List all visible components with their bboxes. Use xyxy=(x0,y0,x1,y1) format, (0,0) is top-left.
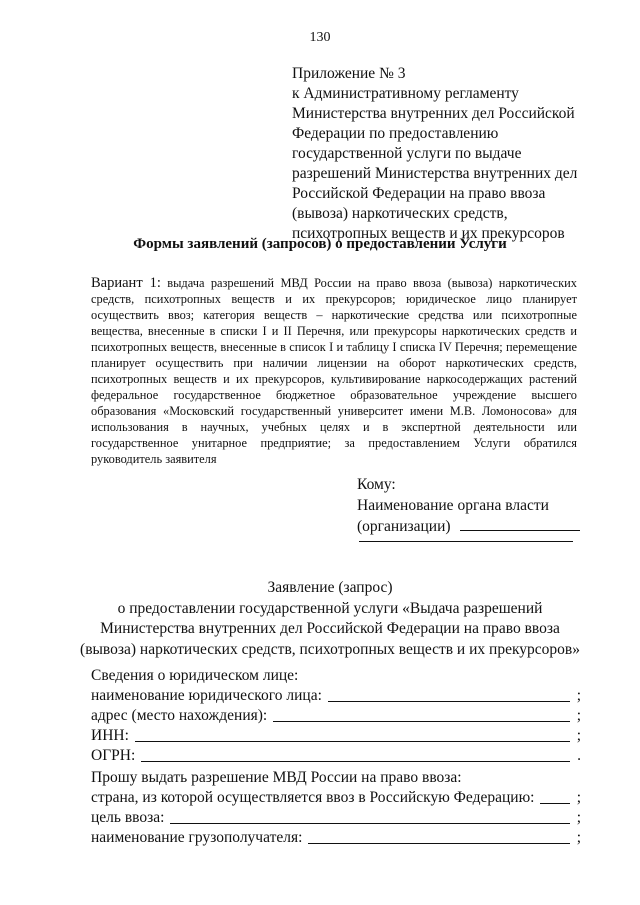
address-sep: ; xyxy=(576,707,581,724)
country-label: страна, из которой осуществляется ввоз в Российскую Федерацию: xyxy=(91,789,535,806)
legal-entity-section xyxy=(91,666,581,766)
recipient-block xyxy=(357,475,587,538)
purpose-sep: ; xyxy=(576,809,581,826)
statement-line: о предоставлении государственной услуги «Выдача разрешений xyxy=(117,599,543,617)
statement-header xyxy=(60,578,600,660)
address-field[interactable] xyxy=(273,720,570,722)
appendix-line: Приложение № 3 xyxy=(292,65,406,82)
inn-row xyxy=(91,726,581,746)
address-label: адрес (место нахождения): xyxy=(91,707,268,724)
recipient-to-label: Кому: xyxy=(357,476,396,493)
consignee-row xyxy=(91,828,581,848)
variant-description xyxy=(91,275,577,467)
purpose-label: цель ввоза: xyxy=(91,809,165,826)
appendix-line: Российской Федерации на право ввоза xyxy=(292,185,546,202)
appendix-line: (вывоза) наркотических средств, xyxy=(292,205,508,222)
country-sep: ; xyxy=(576,789,581,806)
request-heading: Прошу выдать разрешение МВД России на право ввоза: xyxy=(91,769,462,786)
ogrn-row xyxy=(91,746,581,766)
ogrn-end: . xyxy=(577,747,581,764)
recipient-second-line[interactable] xyxy=(359,541,573,542)
recipient-fill-line[interactable] xyxy=(460,516,580,531)
appendix-line: психотропных веществ и их прекурсоров xyxy=(292,225,565,242)
legal-name-sep: ; xyxy=(576,687,581,704)
address-row xyxy=(91,706,581,726)
statement-line: Министерства внутренних дел Российской Федерации на право ввоза xyxy=(100,620,560,637)
recipient-org-row xyxy=(357,516,587,538)
appendix-header xyxy=(292,64,622,244)
appendix-line: Федерации по предоставлению xyxy=(292,125,499,142)
consignee-label: наименование грузополучателя: xyxy=(91,829,303,846)
country-field[interactable] xyxy=(540,802,570,804)
appendix-line: Министерства внутренних дел Российской xyxy=(292,105,575,122)
statement-line: (вывоза) наркотических средств, психотропных веществ и их прекурсоров» xyxy=(80,640,580,658)
appendix-line: к Административному регламенту xyxy=(292,85,519,102)
recipient-org-label-2: (организации) xyxy=(357,518,451,535)
appendix-line: государственной услуги по выдаче xyxy=(292,145,522,162)
legal-entity-heading: Сведения о юридическом лице: xyxy=(91,667,299,684)
inn-sep: ; xyxy=(576,727,581,744)
page-number: 130 xyxy=(309,30,331,45)
purpose-row xyxy=(91,808,581,828)
ogrn-label: ОГРН: xyxy=(91,747,136,764)
variant-lead: Вариант 1: xyxy=(91,275,161,291)
statement-title: Заявление (запрос) xyxy=(267,579,393,596)
variant-text: выдача разрешений МВД России на право ввоза (вывоза) наркотических средств, психотропных веществ и их прекурсоров; юридическое лицо планирует осуществить ввоз; категория веществ – наркотические средства или психотропные вещества, внесенные в списки I и II Перечня, или прекурсоры наркотических средств и психотропных веществ, внесенные в список I и таблицу I списка IV Перечня; перемещение планирует осуществить при наличии лицензии на оборот наркотических средств, психотропных веществ и их прекурсоров, культивирование наркосодержащих растений федеральное государственное бюджетное образовательное учреждение высшего образования «Московский государственный университет имени М.В. Ломоносова» для использования в научных, учебных целях и в экспертной деятельности или государственное унитарное предприятие; за предоставлением Услуги обратился руководитель заявителя xyxy=(91,276,577,466)
ogrn-field[interactable] xyxy=(141,760,570,762)
recipient-org-label: Наименование органа власти xyxy=(357,496,549,514)
legal-name-row xyxy=(91,686,581,706)
legal-name-label: наименование юридического лица: xyxy=(91,687,322,704)
consignee-field[interactable] xyxy=(308,842,570,844)
inn-field[interactable] xyxy=(135,740,570,742)
inn-label: ИНН: xyxy=(91,727,129,744)
request-section xyxy=(91,768,581,848)
legal-entity-heading-row xyxy=(91,666,581,686)
request-heading-row xyxy=(91,768,581,788)
forms-title: Формы заявлений (запросов) о предоставлении Услуги xyxy=(133,236,507,252)
appendix-line: разрешений Министерства внутренних дел xyxy=(292,165,578,182)
purpose-field[interactable] xyxy=(170,822,570,824)
country-row xyxy=(91,788,581,808)
legal-name-field[interactable] xyxy=(328,700,570,702)
consignee-sep: ; xyxy=(576,829,581,846)
